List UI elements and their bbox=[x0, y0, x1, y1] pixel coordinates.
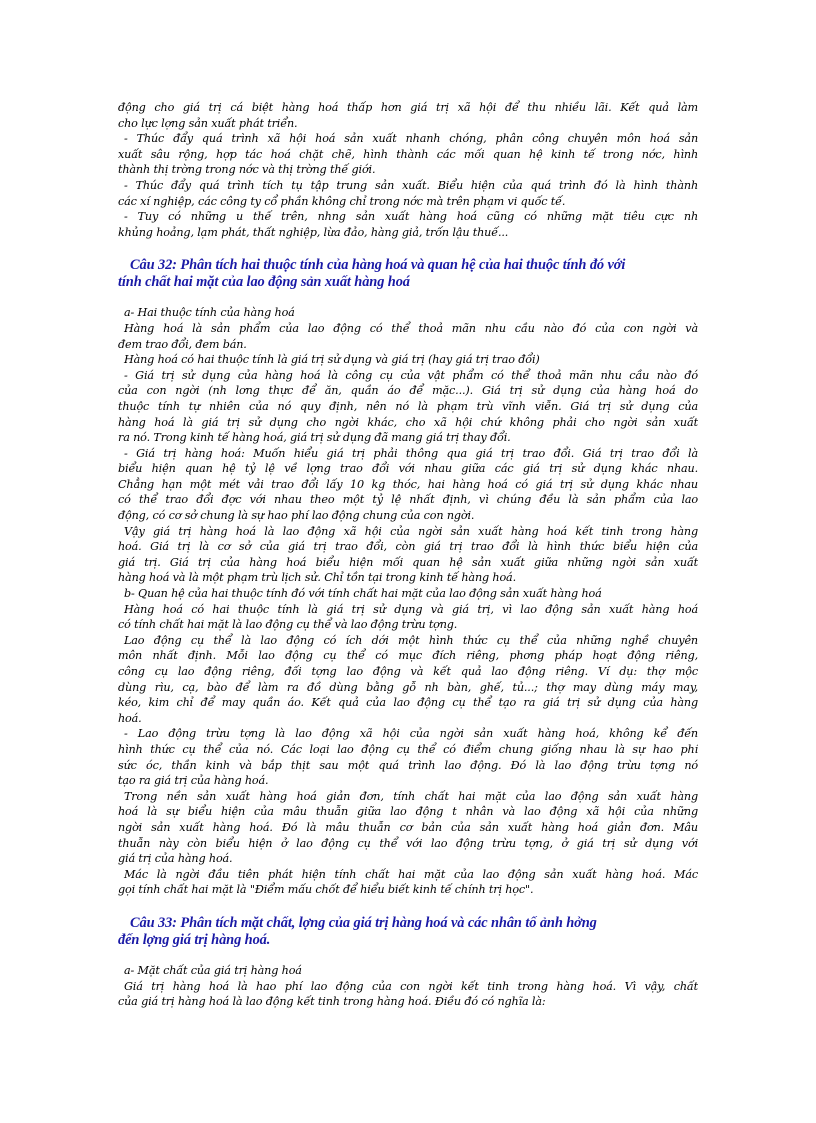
text-line: của giá trị hàng hoá là lao động kết tinh trong hàng hoá. Điều đó có nghĩa là: bbox=[118, 995, 546, 1009]
text-line: Trong nền sản xuất hàng hoá giản đơn, tính chất hai mặt của lao động sản xuất hàng bbox=[124, 789, 698, 803]
question-33-heading bbox=[118, 915, 698, 949]
text-line: ngời sản xuất hàng hoá. Đó là mâu thuẫn cơ bản của sản xuất hàng hoá giản đơn. Mâu bbox=[118, 820, 698, 834]
text-line: hình thức cụ thể của nó. Các loại lao động cụ thể có điểm chung giống nhau là sự hao phí bbox=[118, 742, 698, 756]
question-32-heading bbox=[118, 257, 698, 291]
text-line: động cho giá trị cá biệt hàng hoá thấp hơn giá trị xã hội để thu nhiều lãi. Kết quả làm bbox=[118, 101, 698, 114]
text-line: hàng hoá là giá trị sử dụng cho ngời khác, cho xã hội chứ không phải cho ngời sản xuất bbox=[118, 415, 698, 429]
text-line: hàng hoá và là một phạm trù lịch sử. Chỉ tồn tại trong kinh tế hàng hoá. bbox=[118, 571, 516, 585]
text-line: - Giá trị sử dụng của hàng hoá là công cụ của vật phẩm có thể thoả mãn nhu cầu nào đó bbox=[124, 368, 698, 382]
text-line: - Thúc đẩy quá trình xã hội hoá sản xuất nhanh chóng, phân công chuyên môn hoá sản bbox=[124, 132, 698, 146]
text-line: giá trị. Giá trị của hàng hoá biểu hiện mối quan hệ sản xuất giữa những ngời sản xuất bbox=[118, 555, 698, 569]
text-line: có tính chất hai mặt là lao động cụ thể và lao động trừu tợng. bbox=[118, 618, 458, 632]
text-line: thuộc tính tự nhiên của nó quy định, nên nó là phạm trù vĩnh viễn. Giá trị sử dụng của bbox=[118, 399, 698, 413]
text-line: tạo ra giá trị của hàng hoá. bbox=[118, 774, 269, 788]
text-line: Giá trị hàng hoá là hao phí lao động của con ngời kết tinh trong hàng hoá. Vì vậy, chất bbox=[124, 979, 698, 993]
text-line: sức óc, thần kinh và bắp thịt sau một quá trình lao động. Đó là lao động trừu tợng nó bbox=[118, 758, 698, 772]
heading-line: Câu 32: Phân tích hai thuộc tính của hàng hoá và quan hệ của hai thuộc tính đó với bbox=[130, 257, 626, 274]
text-line: xuất sâu rộng, hợp tác hoá chặt chẽ, hình thành các mối quan hệ kinh tế trong nớc, hình bbox=[118, 147, 698, 161]
text-line: Hàng hoá có hai thuộc tính là giá trị sử dụng và giá trị (hay giá trị trao đổi) bbox=[124, 353, 540, 367]
text-line: có thể trao đổi đợc với nhau theo một tỷ lệ nhất định, vì chúng đều là sản phẩm của lao bbox=[118, 493, 698, 507]
text-line: đem trao đổi, đem bán. bbox=[118, 337, 247, 351]
text-line: biểu hiện quan hệ tỷ lệ về lợng trao đổi với nhau giữa các giá trị sử dụng khác nhau. bbox=[118, 462, 698, 476]
heading-line: đến lợng giá trị hàng hoá. bbox=[118, 931, 271, 948]
text-line: - Tuy có những u thế trên, nhng sản xuất hàng hoá cũng có những mặt tiêu cực nh bbox=[124, 210, 698, 224]
text-line: Chẳng hạn một mét vải trao đổi lấy 10 kg thóc, hai hàng hoá có giá trị sử dụng khác nhau bbox=[118, 477, 698, 491]
text-line: của con ngời (nh lơng thực để ăn, quần áo để mặc...). Giá trị sử dụng của hàng hoá do bbox=[118, 384, 698, 398]
subheading: a- Mặt chất của giá trị hàng hoá bbox=[124, 963, 302, 977]
text-line: Lao động cụ thể là lao động có ích dới một hình thức cụ thể của những nghề chuyên bbox=[124, 633, 698, 647]
text-line: giá trị của hàng hoá. bbox=[118, 852, 233, 866]
text-line: - Thúc đẩy quá trình tích tụ tập trung sản xuất. Biểu hiện của quá trình đó là hình thành bbox=[124, 178, 698, 192]
document-page bbox=[118, 100, 698, 1010]
heading-line: Câu 33: Phân tích mặt chất, lợng của giá trị hàng hoá và các nhân tố ảnh hởng bbox=[130, 914, 597, 931]
question-33-body bbox=[118, 963, 698, 1010]
text-line: thuẫn này còn biểu hiện ở lao động cụ thể với lao động trừu tợng, ở giá trị sử dụng với bbox=[118, 836, 698, 850]
text-line: hoá. bbox=[118, 711, 142, 725]
text-line: ra nó. Trong kinh tế hàng hoá, giá trị sử dụng đã mang giá trị thay đổi. bbox=[118, 431, 511, 445]
text-line: - Giá trị hàng hoá: Muốn hiểu giá trị phải thông qua giá trị trao đổi. Giá trị trao đổi là bbox=[124, 446, 698, 460]
text-line: Hàng hoá là sản phẩm của lao động có thể thoả mãn nhu cầu nào đó của con ngời và bbox=[124, 321, 698, 335]
text-line: các xí nghiệp, các công ty cổ phần không chỉ trong nớc mà trên phạm vi quốc tế. bbox=[118, 194, 566, 208]
intro-section bbox=[118, 100, 698, 240]
text-line: Vậy giá trị hàng hoá là lao động xã hội của ngời sản xuất hàng hoá kết tinh trong hàng bbox=[124, 524, 698, 538]
text-line: hoá là sự biểu hiện của mâu thuẫn giữa lao động t nhân và lao động xã hội của những bbox=[118, 805, 698, 819]
text-line: Mác là ngời đầu tiên phát hiện tính chất hai mặt của lao động sản xuất hàng hoá. Mác bbox=[124, 867, 698, 881]
text-line: công cụ lao động riêng, đối tợng lao động và kết quả lao động riêng. Ví dụ: thợ mộc bbox=[118, 665, 698, 678]
question-32-body bbox=[118, 305, 698, 898]
text-line: gọi tính chất hai mặt là "Điểm mấu chốt để hiểu biết kinh tế chính trị học". bbox=[118, 883, 534, 897]
text-line: động, có cơ sở chung là sự hao phí lao động chung của con ngời. bbox=[118, 509, 475, 523]
text-line: Hàng hoá có hai thuộc tính là giá trị sử dụng và giá trị, vì lao động sản xuất hàng hoá bbox=[124, 602, 698, 616]
text-line: môn nhất định. Mỗi lao động cụ thể có mục đích riêng, phơng pháp hoạt động riêng, bbox=[118, 649, 698, 663]
subheading: b- Quan hệ của hai thuộc tính đó với tính chất hai mặt của lao động sản xuất hàng hoá bbox=[124, 587, 602, 601]
text-line: hoá. Giá trị là cơ sở của giá trị trao đổi, còn giá trị trao đổi là hình thức biểu hiện của bbox=[118, 540, 698, 554]
text-line: cho lực lợng sản xuất phát triển. bbox=[118, 116, 298, 130]
subheading: a- Hai thuộc tính của hàng hoá bbox=[124, 306, 295, 320]
heading-line: tính chất hai mặt của lao động sản xuất hàng hoá bbox=[118, 274, 410, 291]
text-line: dùng rìu, cạ, bào để làm ra đồ dùng bằng gỗ nh bàn, ghế, tủ...; thợ may dùng máy may, bbox=[118, 680, 698, 694]
text-line: thành thị trờng trong nớc và thị trờng thế giới. bbox=[118, 163, 376, 177]
text-line: khủng hoảng, lạm phát, thất nghiệp, lừa đảo, hàng giả, trốn lậu thuế... bbox=[118, 225, 509, 239]
text-line: kéo, kim chỉ để may quần áo. Kết quả của lao động cụ thể tạo ra giá trị sử dụng của hàng bbox=[118, 696, 698, 710]
text-line: - Lao động trừu tợng là lao động xã hội của ngời sản xuất hàng hoá, không kể đến bbox=[124, 727, 698, 741]
